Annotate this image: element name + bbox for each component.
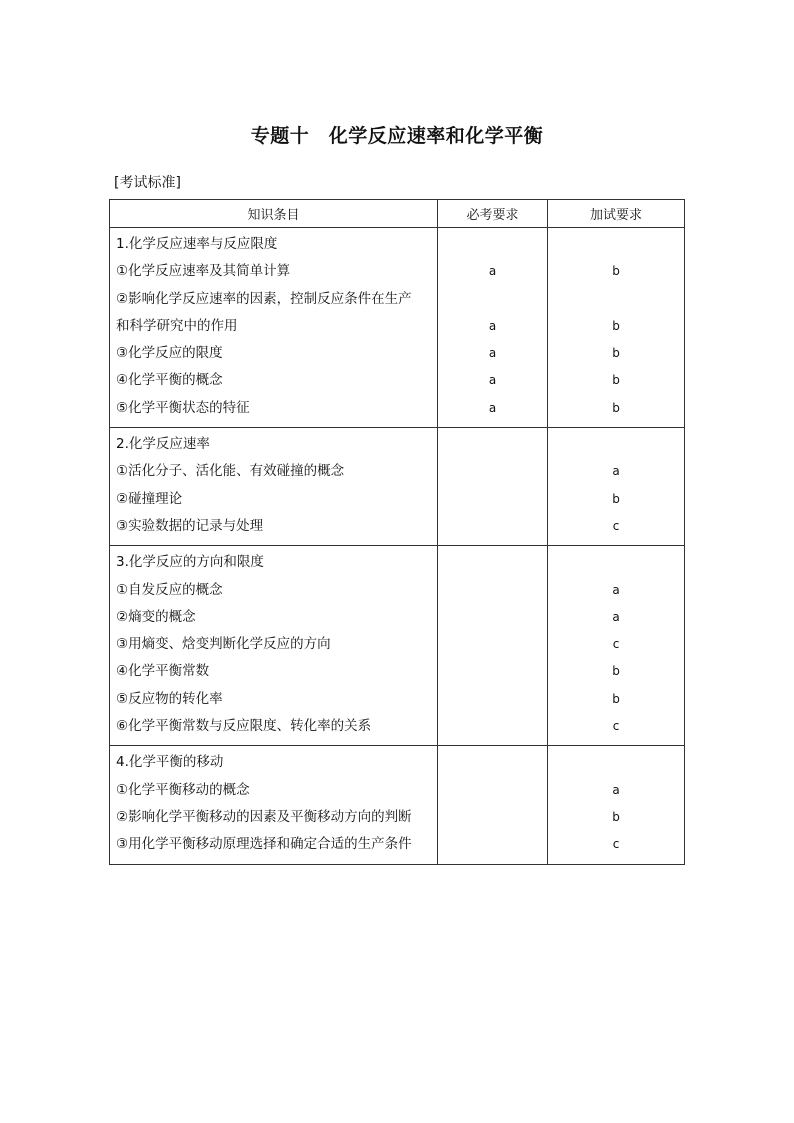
advanced-level: b <box>612 809 620 824</box>
knowledge-item: ②影响化学反应速率的因素，控制反应条件在生产 <box>116 290 412 307</box>
advanced-level <box>548 286 684 313</box>
required-level <box>438 231 547 258</box>
knowledge-item: 1.化学反应速率与反应限度 <box>116 236 278 252</box>
knowledge-item: 4.化学平衡的移动 <box>116 754 224 771</box>
knowledge-items-cell <box>110 746 438 864</box>
table-row <box>110 746 685 864</box>
required-level: a <box>488 318 497 333</box>
advanced-level <box>548 231 684 258</box>
table-row <box>110 228 685 428</box>
advanced-level <box>548 549 684 576</box>
required-level-cell <box>438 228 548 428</box>
advanced-level: a <box>612 609 620 624</box>
knowledge-item: ②熵变的概念 <box>116 608 196 625</box>
advanced-level: b <box>612 691 620 706</box>
knowledge-item: ③用熵变、焓变判断化学反应的方向 <box>116 636 331 653</box>
header-advanced: 加试要求 <box>548 200 685 228</box>
advanced-level <box>548 749 684 776</box>
required-level-cell <box>438 746 548 864</box>
advanced-level: b <box>612 318 620 333</box>
advanced-level: b <box>612 373 620 388</box>
required-level <box>438 658 547 685</box>
advanced-level: c <box>612 637 620 652</box>
advanced-level-cell <box>548 746 685 864</box>
required-level-cell <box>438 428 548 546</box>
advanced-level: a <box>612 782 620 797</box>
knowledge-item: ②影响化学平衡移动的因素及平衡移动方向的判断 <box>116 808 412 825</box>
knowledge-item: ⑤化学平衡状态的特征 <box>116 399 250 416</box>
knowledge-item: 和科学研究中的作用 <box>116 317 238 334</box>
advanced-level: c <box>612 837 620 852</box>
exam-standard-table <box>109 199 685 865</box>
knowledge-item: ①活化分子、活化能、有效碰撞的概念 <box>116 463 345 480</box>
section-label: [考试标准] <box>114 175 181 191</box>
knowledge-item: ④化学平衡的概念 <box>116 372 223 389</box>
knowledge-item: ⑤反应物的转化率 <box>116 690 223 707</box>
advanced-level: b <box>612 400 620 415</box>
advanced-level: b <box>612 664 620 679</box>
table-row <box>110 428 685 546</box>
page-title: 专题十 化学反应速率和化学平衡 <box>250 125 544 147</box>
required-level <box>438 749 547 776</box>
required-level: a <box>488 264 497 279</box>
knowledge-item: ①化学平衡移动的概念 <box>116 781 250 798</box>
required-level: a <box>488 346 497 361</box>
required-level <box>438 577 547 604</box>
advanced-level-cell <box>548 428 685 546</box>
knowledge-items-cell <box>110 546 438 746</box>
required-level <box>438 713 547 740</box>
advanced-level-cell <box>548 228 685 428</box>
knowledge-item: ⑥化学平衡常数与反应限度、转化率的关系 <box>116 718 372 735</box>
advanced-level: a <box>612 464 620 479</box>
knowledge-item: ④化学平衡常数 <box>116 663 210 680</box>
required-level <box>438 604 547 631</box>
required-level: a <box>488 373 497 388</box>
advanced-level: a <box>612 582 620 597</box>
advanced-level: b <box>612 346 620 361</box>
required-level <box>438 431 547 458</box>
required-level <box>438 831 547 858</box>
knowledge-item: ①化学反应速率及其简单计算 <box>116 263 291 280</box>
advanced-level <box>548 431 684 458</box>
knowledge-item: ③实验数据的记录与处理 <box>116 517 264 534</box>
advanced-level: c <box>612 518 620 533</box>
knowledge-item: ③化学反应的限度 <box>116 345 223 362</box>
table-header-row <box>110 200 685 228</box>
table-row <box>110 546 685 746</box>
required-level <box>438 777 547 804</box>
required-level <box>438 549 547 576</box>
required-level <box>438 486 547 513</box>
knowledge-item: 2.化学反应速率 <box>116 436 210 453</box>
advanced-level: c <box>612 719 620 734</box>
knowledge-item: ①自发反应的概念 <box>116 581 223 598</box>
required-level <box>438 631 547 658</box>
required-level-cell <box>438 546 548 746</box>
knowledge-item: ③用化学平衡移动原理选择和确定合适的生产条件 <box>116 836 412 853</box>
knowledge-items-cell <box>110 428 438 546</box>
required-level <box>438 458 547 485</box>
advanced-level-cell <box>548 546 685 746</box>
knowledge-item: 3.化学反应的方向和限度 <box>116 554 264 571</box>
required-level <box>438 286 547 313</box>
knowledge-item: ②碰撞理论 <box>116 490 183 507</box>
advanced-level: b <box>612 491 620 506</box>
knowledge-items-cell <box>110 228 438 428</box>
required-level <box>438 686 547 713</box>
header-knowledge-items: 知识条目 <box>110 200 438 228</box>
required-level <box>438 513 547 540</box>
advanced-level: b <box>612 264 620 279</box>
required-level: a <box>488 400 497 415</box>
header-required: 必考要求 <box>438 200 548 228</box>
required-level <box>438 804 547 831</box>
